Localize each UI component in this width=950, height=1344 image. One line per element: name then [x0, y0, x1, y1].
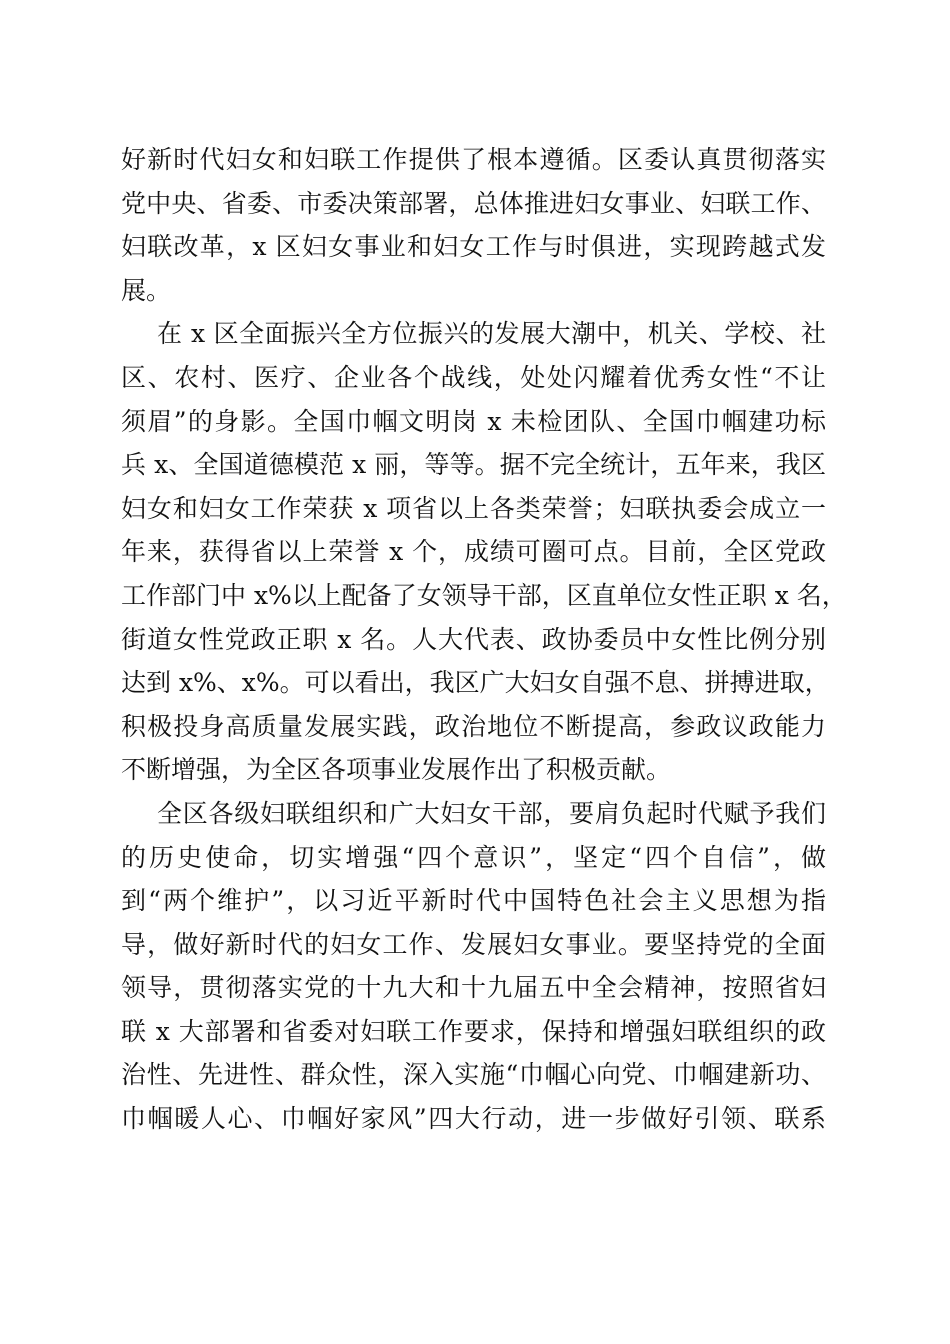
text-line: 巾帼暖人心、巾帼好家风”四大行动，进一步做好引领、联系	[121, 1104, 826, 1134]
text-line: 区、农村、医疗、企业各个战线，处处闪耀着优秀女性“不让	[121, 362, 826, 392]
text-line: 领导，贯彻落实党的十九大和十九届五中全会精神，按照省妇	[121, 973, 826, 1003]
text-line: 的历史使命，切实增强“四个意识”，坚定“四个自信”，做	[121, 842, 826, 872]
text-line: 党中央、省委、市委决策部署，总体推进妇女事业、妇联工作、	[121, 188, 826, 218]
text-line: 须眉”的身影。全国巾帼文明岗 x 未检团队、全国巾帼建功标	[121, 406, 826, 436]
paragraph-1	[121, 138, 826, 312]
text-line: 不断增强，为全区各项事业发展作出了积极贡献。	[121, 755, 672, 785]
text-line: 好新时代妇女和妇联工作提供了根本遵循。区委认真贯彻落实	[121, 145, 826, 174]
text-line: 妇联改革，x 区妇女事业和妇女工作与时俱进，实现跨越式发	[121, 232, 826, 262]
text-line: 街道女性党政正职 x 名。人大代表、政协委员中女性比例分别	[121, 624, 826, 654]
text-line: 达到 x%、x%。可以看出，我区广大妇女自强不息、拼搏进取，	[121, 668, 830, 698]
text-line: 联 x 大部署和省委对妇联工作要求，保持和增强妇联组织的政	[121, 1016, 826, 1046]
text-line: 年来，获得省以上荣誉 x 个，成绩可圈可点。目前，全区党政	[121, 537, 826, 567]
paragraph-3	[121, 792, 826, 1141]
paragraph-2	[121, 312, 847, 792]
text-line: 治性、先进性、群众性，深入实施“巾帼心向党、巾帼建新功、	[121, 1060, 826, 1090]
text-line: 全区各级妇联组织和广大妇女干部，要肩负起时代赋予我们	[157, 798, 826, 828]
text-line: 兵 x、全国道德模范 x 丽，等等。据不完全统计，五年来，我区	[121, 450, 826, 480]
document-body	[121, 138, 847, 1141]
text-line: 工作部门中 x%以上配备了女领导干部，区直单位女性正职 x 名，	[121, 580, 847, 610]
text-line: 积极投身高质量发展实践，政治地位不断提高，参政议政能力	[121, 711, 826, 741]
text-line: 到“两个维护”，以习近平新时代中国特色社会主义思想为指	[121, 886, 826, 916]
text-line: 在 x 区全面振兴全方位振兴的发展大潮中，机关、学校、社	[157, 319, 826, 349]
text-line: 导，做好新时代的妇女工作、发展妇女事业。要坚持党的全面	[121, 929, 826, 959]
text-line: 妇女和妇女工作荣获 x 项省以上各类荣誉；妇联执委会成立一	[121, 493, 826, 523]
text-line: 展。	[121, 275, 172, 305]
